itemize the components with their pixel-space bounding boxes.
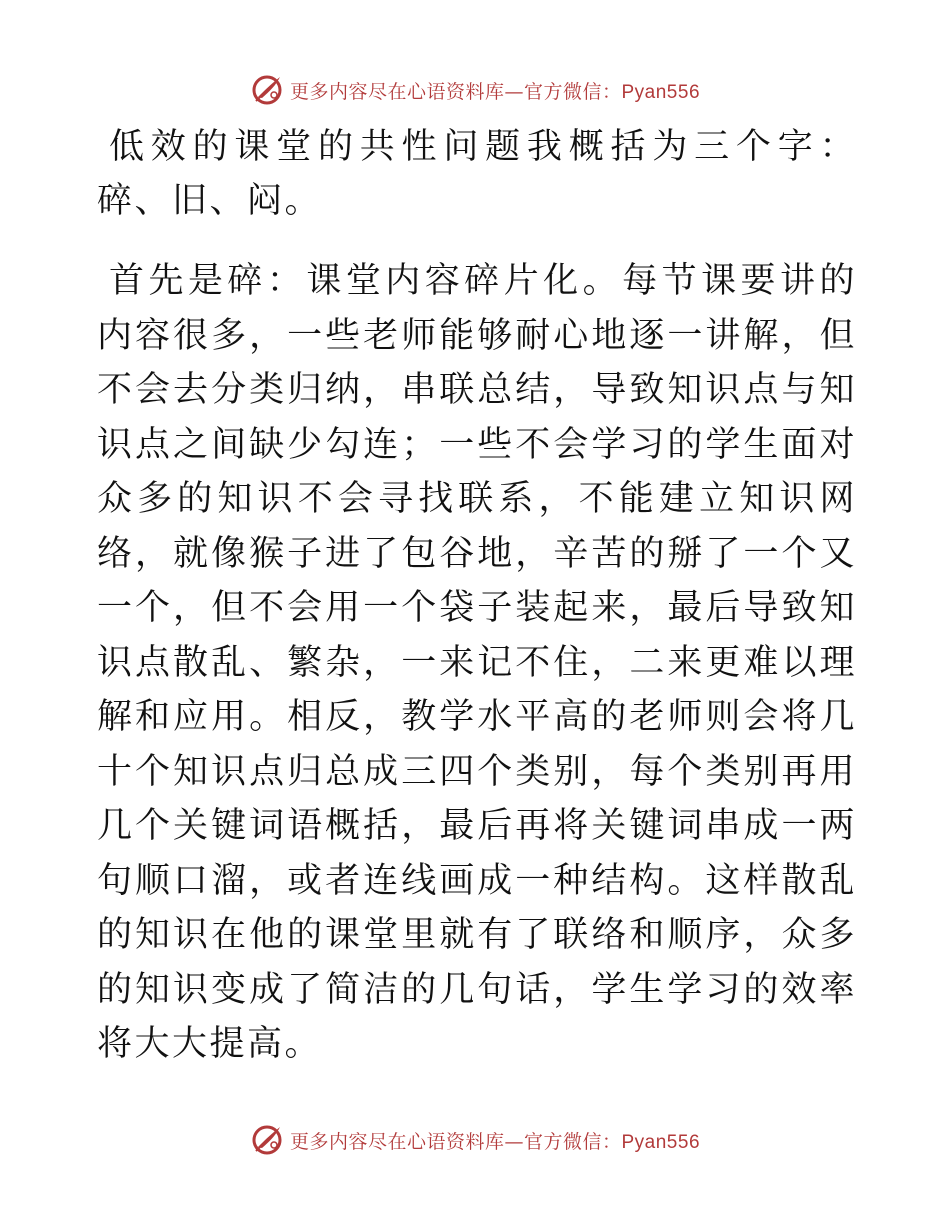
paragraph: 低效的课堂的共性问题我概括为三个字：碎、旧、闷。	[97, 127, 857, 221]
header-brand-text: 更多内容尽在心语资料库—官方微信：Pyan556	[289, 80, 701, 103]
footer-brand-text: 更多内容尽在心语资料库—官方微信：Pyan556	[289, 1130, 701, 1153]
footer-banner	[0, 1120, 950, 1160]
header-banner	[0, 70, 950, 110]
quill-pen-icon	[250, 73, 284, 107]
paragraph: 首先是碎：课堂内容碎片化。每节课要讲的内容很多，一些老师能够耐心地逐一讲解，但不会去分类归纳，串联总结，导致知识点与知识点之间缺少勾连；一些不会学习的学生面对众多的知识不会寻找联系，不能建立知识网络，就像猴子进了包谷地，辛苦的掰了一个又一个，但不会用一个袋子装起来，最后导致知识点散乱、繁杂，一来记不住，二来更难以理解和应用。相反，教学水平高的老师则会将几十个知识点归总成三四个类别，每个类别再用几个关键词语概括，最后再将关键词串成一两句顺口溜，或者连线画成一种结构。这样散乱的知识在他的课堂里就有了联络和顺序，众多的知识变成了简洁的几句话，学生学习的效率将大大提高。	[97, 261, 857, 1064]
quill-pen-icon	[250, 1123, 284, 1157]
document-body	[97, 120, 857, 1072]
